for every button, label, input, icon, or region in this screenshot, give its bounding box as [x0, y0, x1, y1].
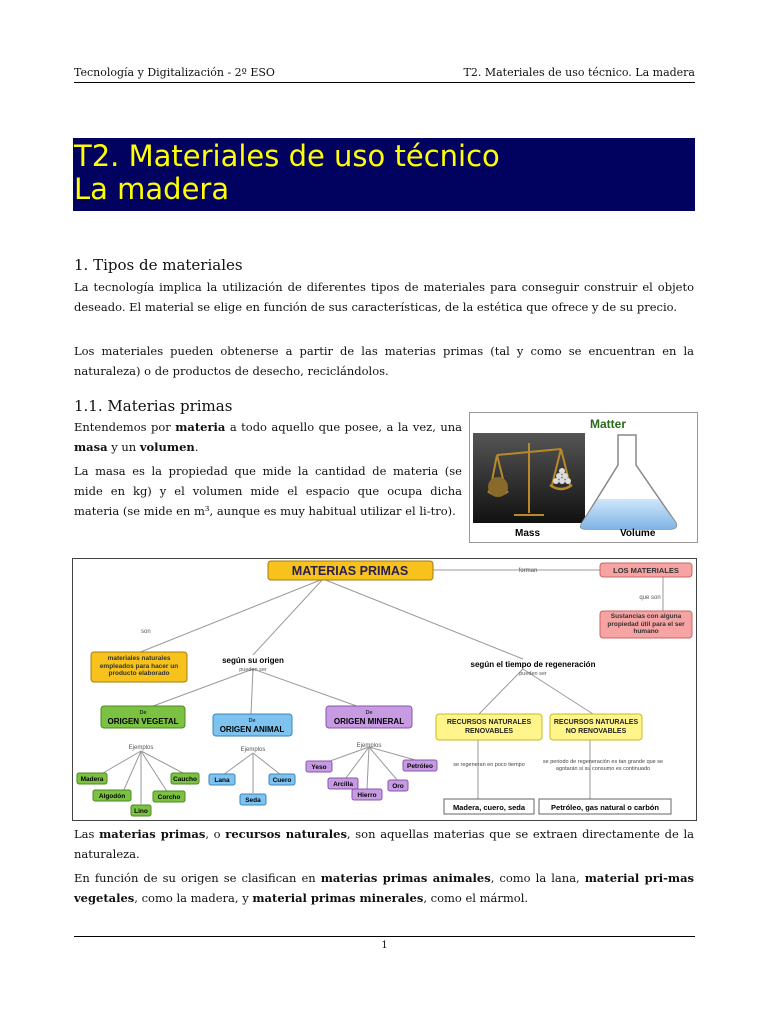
svg-text:Hierro: Hierro — [357, 792, 377, 799]
de-label: De — [365, 710, 373, 716]
animal-examples — [209, 774, 295, 805]
pueden-ser-2-label: pueden ser — [519, 671, 547, 677]
renovables-examples — [444, 799, 534, 814]
no-renovables-examples — [539, 799, 671, 814]
title-banner — [73, 138, 695, 211]
no-regeneran-text: se periodo de regeneración es tan grande que se agotarán si su consumo es continuado — [542, 759, 664, 772]
svg-text:Algodón: Algodón — [98, 793, 126, 800]
origen-animal-node — [213, 714, 292, 736]
pueden-ser-label: pueden ser — [239, 667, 267, 673]
root-label: MATERIAS PRIMAS — [291, 564, 409, 578]
forman-label: forman — [518, 568, 538, 574]
origen-animal-label: ORIGEN ANIMAL — [219, 725, 285, 734]
volume-label: Volume — [620, 528, 656, 539]
paragraph-materias-primas: Las materias primas, o recursos naturales, son aquellas materias que se extraen directamente de la naturaleza. — [74, 827, 695, 861]
matter-illustration — [469, 412, 698, 543]
renovables-label: RECURSOS NATURALES RENOVABLES — [446, 719, 532, 735]
segun-origen-label: según su origen — [222, 656, 284, 665]
svg-text:Seda: Seda — [245, 797, 261, 804]
paragraph-masa: La masa es la propiedad que mide la cantidad de materia (se mide en kg) y el volumen mide el espacio que ocupa dicha materia (se mide en m³, aunque es muy habitual utilizar el li-tro). — [74, 464, 462, 518]
svg-text:Lana: Lana — [214, 777, 230, 784]
svg-text:Arcilla: Arcilla — [333, 781, 353, 788]
svg-text:Cuero: Cuero — [272, 777, 292, 784]
svg-text:Madera, cuero, seda: Madera, cuero, seda — [452, 803, 526, 812]
materiales-naturales-label: materiales naturales empleados para hacer un producto elaborado — [99, 655, 179, 677]
root-node — [268, 561, 433, 580]
origen-mineral-label: ORIGEN MINERAL — [333, 717, 405, 726]
svg-text:Madera: Madera — [80, 776, 104, 783]
paragraph-clasificacion: En función de su origen se clasifican en materias primas animales, como la lana, material pri-mas vegetales, como la madera, y material primas minerales, como el mármol. — [74, 871, 694, 905]
ejemplos-label: Ejemplos — [240, 747, 266, 753]
header-right: T2. Materiales de uso técnico. La madera — [463, 66, 695, 79]
svg-text:Caucho: Caucho — [173, 776, 197, 783]
ejemplos-label: Ejemplos — [356, 743, 382, 749]
los-materiales-label: LOS MATERIALES — [613, 566, 679, 575]
origen-vegetal-node — [101, 706, 185, 728]
svg-text:Petróleo: Petróleo — [406, 763, 434, 770]
header-left: Tecnología y Digitalización - 2º ESO — [74, 66, 275, 79]
no-renovables-label: RECURSOS NATURALES NO RENOVABLES — [553, 719, 639, 735]
svg-text:Corcho: Corcho — [157, 794, 181, 801]
matter-title: Matter — [590, 417, 627, 431]
sustancias-node — [600, 611, 692, 638]
ejemplos-label: Ejemplos — [128, 745, 154, 751]
title-line-2: La madera — [74, 172, 230, 206]
page-header — [74, 66, 695, 83]
page-number: 1 — [381, 940, 388, 951]
regeneran-text: se regeneran en poco tiempo — [453, 762, 525, 768]
los-materiales-node — [600, 563, 692, 577]
renovables-node — [436, 714, 542, 740]
de-label: De — [139, 710, 147, 716]
mineral-examples — [306, 760, 437, 800]
svg-text:Lino: Lino — [134, 808, 148, 815]
svg-text:Petróleo, gas natural o carbón: Petróleo, gas natural o carbón — [551, 803, 659, 812]
mass-label: Mass — [515, 528, 541, 539]
segun-tiempo-label: según el tiempo de regeneración — [470, 660, 596, 669]
page-footer — [74, 936, 695, 951]
paragraph-2: Los materiales pueden obtenerse a partir de las materias primas (tal y como se encuentran en la naturaleza) o de productos de desecho, reciclándolos. — [74, 344, 694, 378]
title-line-1: T2. Materiales de uso técnico — [74, 139, 500, 173]
ball-icon — [488, 477, 508, 497]
sustancias-label: Sustancias con alguna propiedad útil para el ser humano — [607, 613, 685, 635]
origen-vegetal-label: ORIGEN VEGETAL — [107, 717, 179, 726]
vegetal-examples — [77, 773, 199, 816]
que-son-label: que son — [639, 595, 661, 601]
materiales-naturales-node — [91, 652, 187, 682]
concept-map — [72, 558, 697, 821]
section-heading-1-1: 1.1. Materias primas — [74, 397, 233, 415]
paragraph-materia: Entendemos por materia a todo aquello que posee, a la vez, una masa y un volumen. — [74, 420, 462, 454]
de-label: De — [248, 718, 256, 724]
no-renovables-node — [550, 714, 642, 740]
svg-text:Oro: Oro — [392, 783, 404, 790]
flask-icon — [581, 435, 677, 529]
origen-mineral-node — [326, 706, 412, 728]
svg-text:Yeso: Yeso — [311, 764, 327, 771]
paragraph-1: La tecnología implica la utilización de diferentes tipos de materiales para conseguir construir el objeto deseado. El material se elige en función de sus características, de la estética que ofrece y de su precio. — [74, 280, 694, 314]
section-heading-1: 1. Tipos de materiales — [74, 256, 243, 274]
son-label: son — [141, 629, 151, 635]
